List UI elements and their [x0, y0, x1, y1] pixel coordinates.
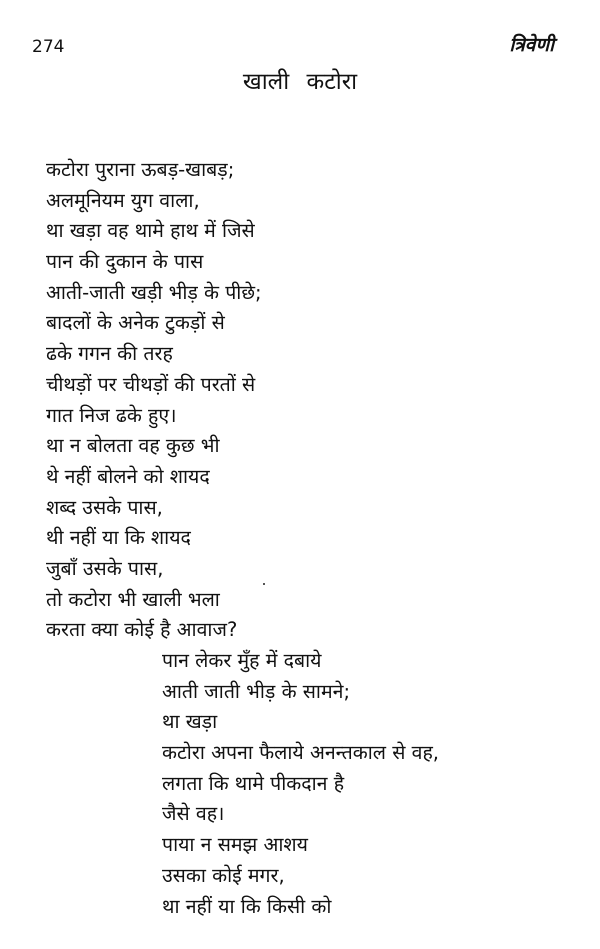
poem-line: जैसे वह।: [162, 802, 225, 826]
ink-speck: [263, 583, 265, 585]
poem-line: चीथड़ों पर चीथड़ों की परतों से: [46, 372, 256, 396]
poem-line: जुबाँ उसके पास,: [46, 556, 164, 580]
poem-line: पान लेकर मुँह में दबाये: [162, 649, 322, 672]
poem-line: थी नहीं या कि शायद: [46, 526, 191, 550]
poem-title: खाली कटोरा: [242, 69, 358, 95]
poem-stanza-main: [46, 155, 262, 646]
poem-line: था खड़ा वह थामे हाथ में जिसे: [46, 219, 255, 243]
poem-line: उसका कोई मगर,: [162, 863, 285, 887]
poem-line: था नहीं या कि किसी को: [162, 894, 332, 918]
poem-line: कटोरा पुराना ऊबड़-खाबड़;: [46, 158, 235, 181]
poem-line: करता क्या कोई है आवाज?: [46, 618, 238, 642]
poem-line: थे नहीं बोलने को शायद: [46, 464, 210, 488]
poem-stanza-indented: [162, 646, 439, 922]
poem-line: था खड़ा: [162, 710, 218, 734]
page-number: 274: [32, 37, 65, 57]
poem-line: पाया न समझ आशय: [162, 833, 308, 857]
poem-line: बादलों के अनेक टुकड़ों से: [46, 311, 225, 335]
poem-line: अलमूनियम युग वाला,: [46, 188, 200, 212]
poem-line: गात निज ढके हुए।: [46, 403, 177, 427]
poem-line: पान की दुकान के पास: [46, 250, 204, 274]
poem-line: आती जाती भीड़ के सामने;: [162, 679, 351, 703]
poem-line: आती-जाती खड़ी भीड़ के पीछे;: [46, 280, 262, 304]
poem-line: ढके गगन की तरह: [46, 342, 173, 366]
poem-line: था न बोलता वह कुछ भी: [46, 434, 220, 458]
poem-line: शब्द उसके पास,: [46, 495, 163, 519]
poem-line: कटोरा अपना फैलाये अनन्तकाल से वह,: [162, 741, 440, 765]
running-head-book-title: त्रिवेणी: [509, 34, 554, 56]
poem-line: लगता कि थामे पीकदान है: [162, 771, 345, 795]
poem-line: तो कटोरा भी खाली भला: [46, 587, 220, 611]
